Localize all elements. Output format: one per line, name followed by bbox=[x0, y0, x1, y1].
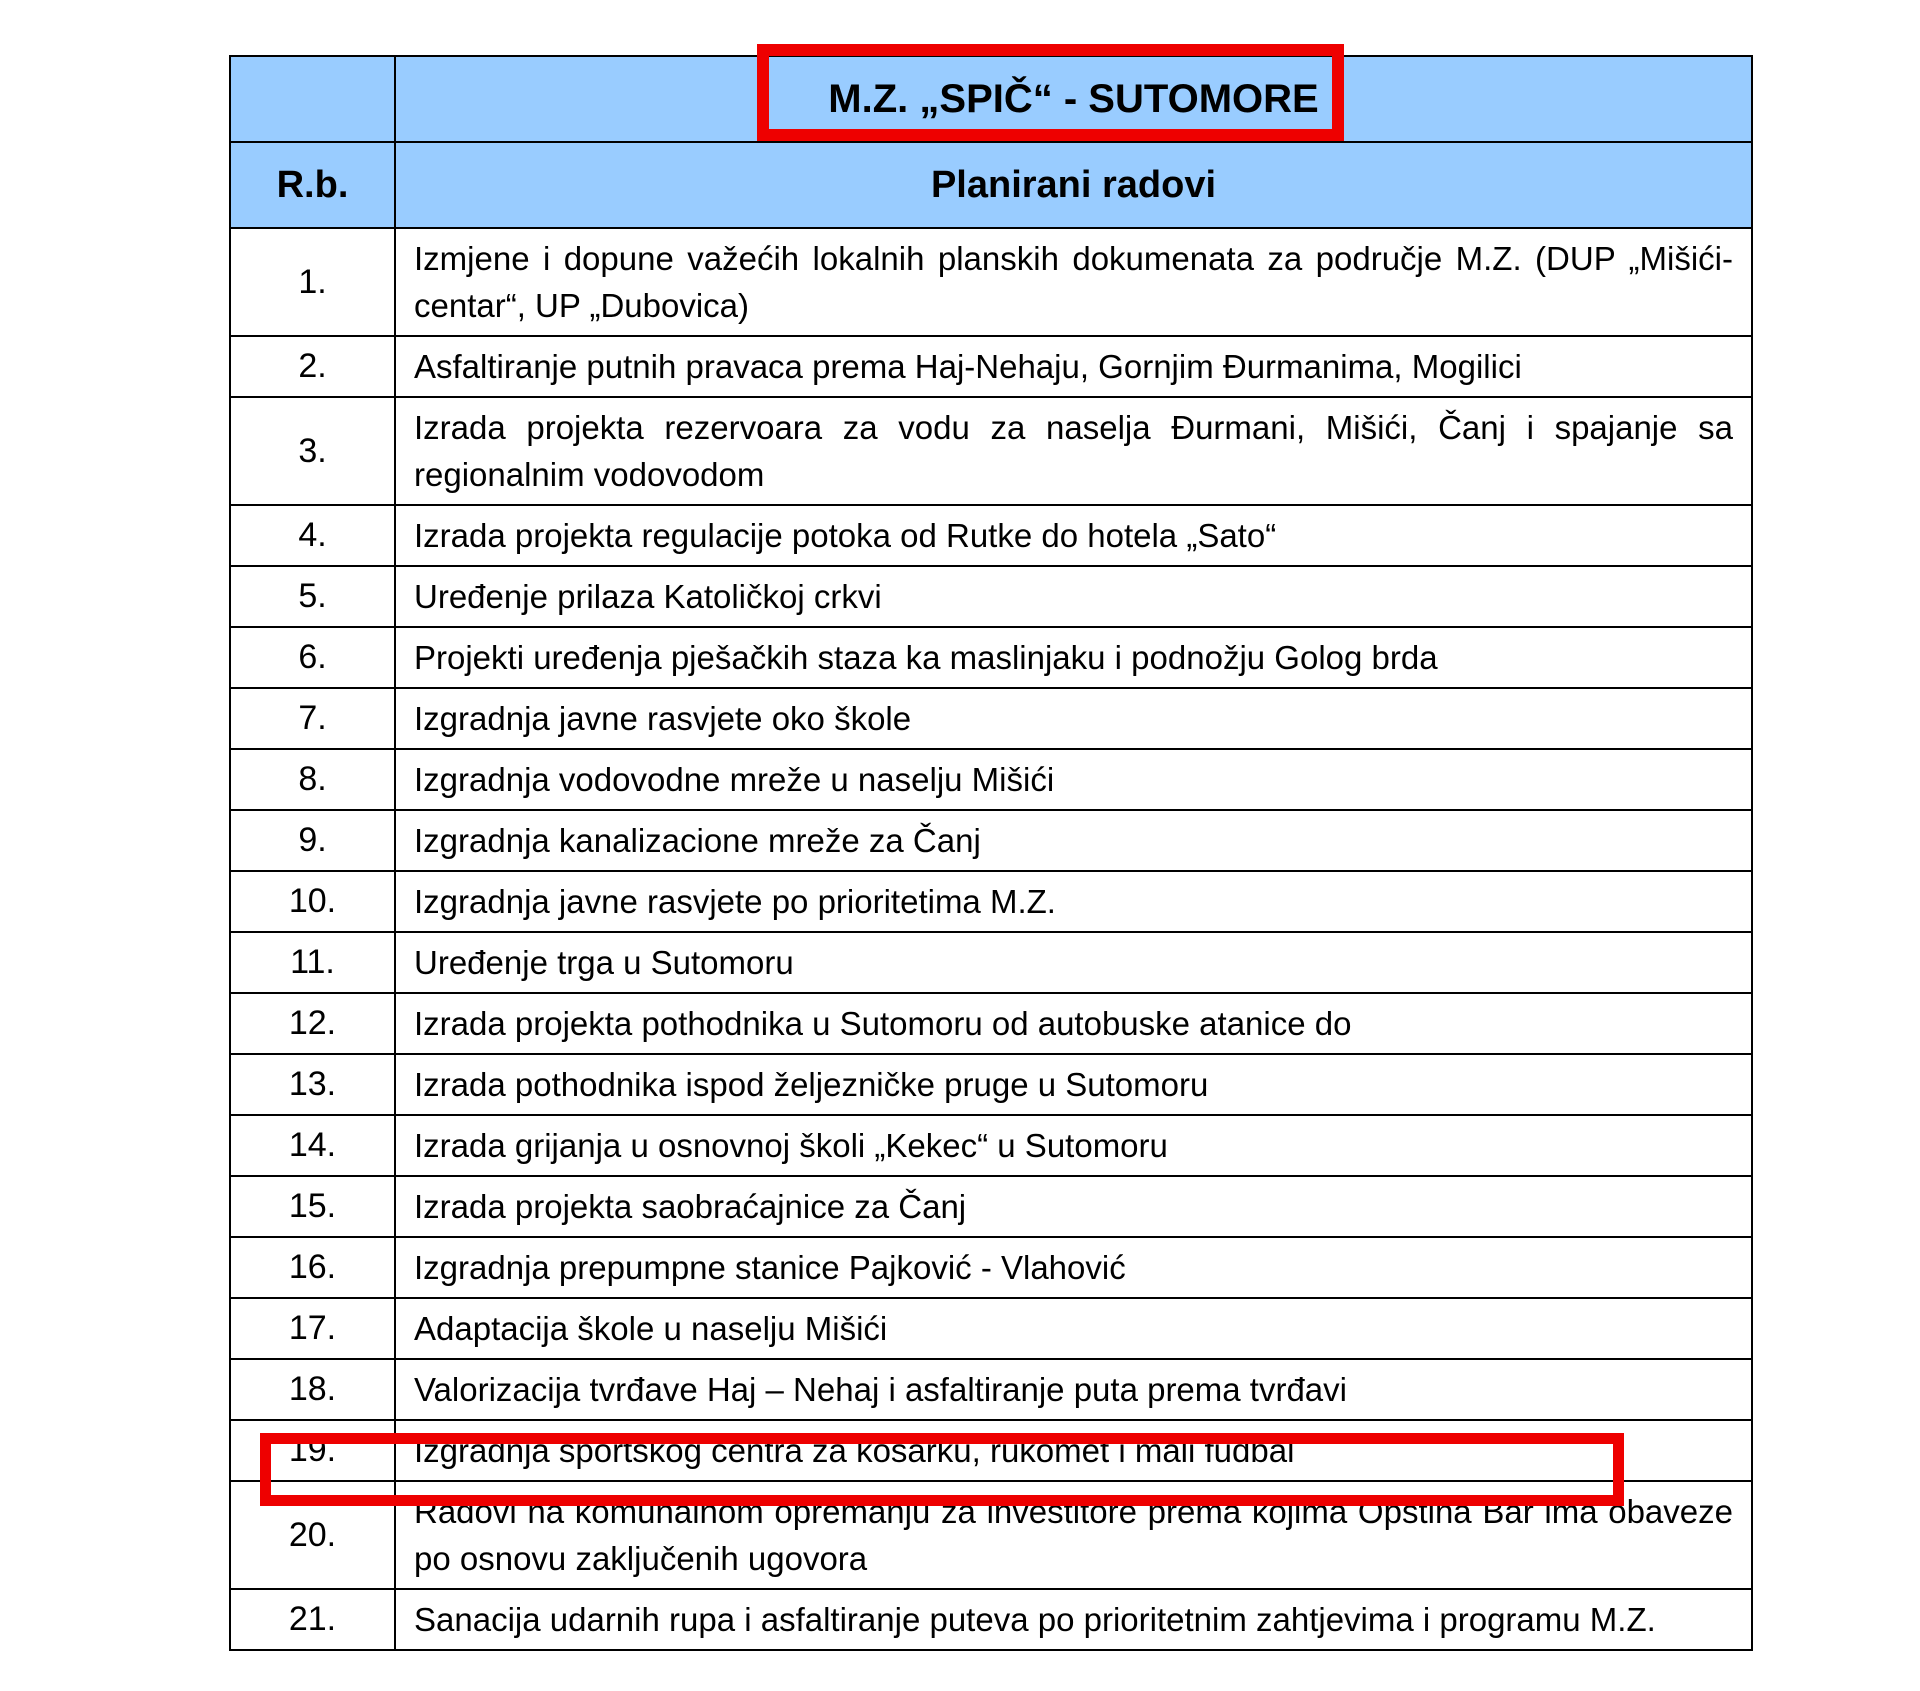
table-title-row bbox=[230, 56, 1752, 142]
row-text: Izrada projekta rezervoara za vodu za naselja Đurmani, Mišići, Čanj i spajanje sa regionalnim vodovodom bbox=[395, 397, 1752, 505]
table-row bbox=[230, 1481, 1752, 1589]
row-text: Izrada pothodnika ispod željezničke pruge u Sutomoru bbox=[395, 1054, 1752, 1115]
row-text: Izgradnja prepumpne stanice Pajković - Vlahović bbox=[395, 1237, 1752, 1298]
table-row bbox=[230, 1237, 1752, 1298]
row-number: 14. bbox=[230, 1115, 395, 1176]
row-number: 21. bbox=[230, 1589, 395, 1650]
row-number: 1. bbox=[230, 228, 395, 336]
row-number: 9. bbox=[230, 810, 395, 871]
table-row bbox=[230, 1298, 1752, 1359]
row-text: Izgradnja javne rasvjete oko škole bbox=[395, 688, 1752, 749]
row-text: Izrada grijanja u osnovnoj školi „Kekec“ u Sutomoru bbox=[395, 1115, 1752, 1176]
row-text: Izrada projekta saobraćajnice za Čanj bbox=[395, 1176, 1752, 1237]
row-number: 12. bbox=[230, 993, 395, 1054]
row-number: 15. bbox=[230, 1176, 395, 1237]
row-number: 2. bbox=[230, 336, 395, 397]
row-number: 16. bbox=[230, 1237, 395, 1298]
table-header-row bbox=[230, 142, 1752, 228]
table-row bbox=[230, 1176, 1752, 1237]
row-number: 3. bbox=[230, 397, 395, 505]
row-text: Izgradnja kanalizacione mreže za Čanj bbox=[395, 810, 1752, 871]
row-text: Radovi na komunalnom opremanju za investitore prema kojima Opština Bar ima obaveze po osnovu zaključenih ugovora bbox=[395, 1481, 1752, 1589]
row-number: 6. bbox=[230, 627, 395, 688]
table-row bbox=[230, 1054, 1752, 1115]
table-row bbox=[230, 397, 1752, 505]
row-text: Izgradnja vodovodne mreže u naselju Mišići bbox=[395, 749, 1752, 810]
row-number: 17. bbox=[230, 1298, 395, 1359]
row-text: Izrada projekta pothodnika u Sutomoru od autobuske atanice do bbox=[395, 993, 1752, 1054]
table-row bbox=[230, 688, 1752, 749]
row-number: 4. bbox=[230, 505, 395, 566]
table-row bbox=[230, 871, 1752, 932]
table-row bbox=[230, 627, 1752, 688]
row-number: 7. bbox=[230, 688, 395, 749]
row-text: Izgradnja sportskog centra za košarku, rukomet i mali fudbal bbox=[395, 1420, 1752, 1481]
row-number: 20. bbox=[230, 1481, 395, 1589]
table-row bbox=[230, 228, 1752, 336]
table-row bbox=[230, 1589, 1752, 1650]
table-row bbox=[230, 1115, 1752, 1176]
row-text: Izmjene i dopune važećih lokalnih planskih dokumenata za područje M.Z. (DUP „Mišići-centar“, UP „Dubovica) bbox=[395, 228, 1752, 336]
table-title: M.Z. „SPIČ“ - SUTOMORE bbox=[395, 56, 1752, 142]
row-number: 13. bbox=[230, 1054, 395, 1115]
empty-header-cell bbox=[230, 56, 395, 142]
row-number: 10. bbox=[230, 871, 395, 932]
row-text: Uređenje trga u Sutomoru bbox=[395, 932, 1752, 993]
row-text: Izrada projekta regulacije potoka od Rutke do hotela „Sato“ bbox=[395, 505, 1752, 566]
header-planned-works: Planirani radovi bbox=[395, 142, 1752, 228]
row-text: Asfaltiranje putnih pravaca prema Haj-Nehaju, Gornjim Đurmanima, Mogilici bbox=[395, 336, 1752, 397]
table-row bbox=[230, 1420, 1752, 1481]
row-number: 8. bbox=[230, 749, 395, 810]
table-row bbox=[230, 749, 1752, 810]
row-number: 5. bbox=[230, 566, 395, 627]
header-rb: R.b. bbox=[230, 142, 395, 228]
table-row bbox=[230, 566, 1752, 627]
row-number: 18. bbox=[230, 1359, 395, 1420]
row-text: Projekti uređenja pješačkih staza ka maslinjaku i podnožju Golog brda bbox=[395, 627, 1752, 688]
row-text: Valorizacija tvrđave Haj – Nehaj i asfaltiranje puta prema tvrđavi bbox=[395, 1359, 1752, 1420]
row-text: Uređenje prilaza Katoličkoj crkvi bbox=[395, 566, 1752, 627]
table-row bbox=[230, 1359, 1752, 1420]
row-number: 11. bbox=[230, 932, 395, 993]
table-row bbox=[230, 993, 1752, 1054]
table-row bbox=[230, 932, 1752, 993]
row-text: Izgradnja javne rasvjete po prioritetima M.Z. bbox=[395, 871, 1752, 932]
table-row bbox=[230, 810, 1752, 871]
planned-works-table bbox=[229, 55, 1753, 1651]
table-row bbox=[230, 505, 1752, 566]
row-text: Adaptacija škole u naselju Mišići bbox=[395, 1298, 1752, 1359]
row-text: Sanacija udarnih rupa i asfaltiranje puteva po prioritetnim zahtjevima i programu M.Z. bbox=[395, 1589, 1752, 1650]
row-number: 19. bbox=[230, 1420, 395, 1481]
table-row bbox=[230, 336, 1752, 397]
